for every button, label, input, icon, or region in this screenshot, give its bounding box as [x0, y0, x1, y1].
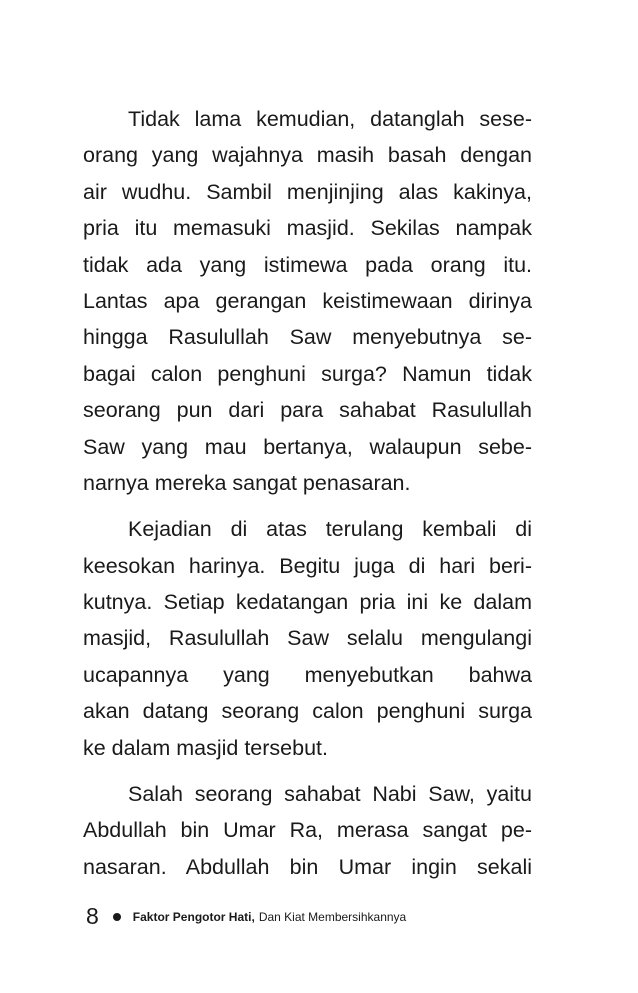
- paragraph-3: [83, 776, 532, 885]
- paragraph-spacer: [83, 766, 532, 776]
- body-text: [83, 101, 532, 885]
- text-line: keesokan harinya. Begitu juga di hari beri-: [83, 553, 532, 578]
- text-line: akan datang seorang calon penghuni surga: [83, 699, 532, 724]
- paragraph-2: [83, 511, 532, 766]
- text-line: kutnya. Setiap kedatangan pria ini ke dalam: [83, 590, 532, 615]
- text-line: orang yang wajahnya masih basah dengan: [83, 143, 532, 168]
- text-line: ucapannya yang menyebutkan bahwa: [83, 662, 532, 687]
- text-line: narnya mereka sangat penasaran.: [83, 470, 411, 495]
- text-line: nasaran. Abdullah bin Umar ingin sekali: [83, 854, 532, 879]
- text-line: Salah seorang sahabat Nabi Saw, yaitu: [128, 782, 532, 807]
- text-line: bagai calon penghuni surga? Namun tidak: [83, 361, 532, 386]
- text-line: tidak ada yang istimewa pada orang itu.: [83, 252, 532, 277]
- bullet-separator-icon: [113, 913, 121, 921]
- text-line: pria itu memasuki masjid. Sekilas nampak: [83, 216, 532, 241]
- book-title: Faktor Pengotor Hati,: [132, 909, 255, 924]
- paragraph-spacer: [83, 501, 532, 511]
- text-line: air wudhu. Sambil menjinjing alas kakinya,: [83, 179, 532, 204]
- text-line: Tidak lama kemudian, datanglah sese-: [128, 107, 532, 131]
- text-line: Saw yang mau bertanya, walaupun sebe-: [83, 434, 532, 459]
- text-line: ke dalam masjid tersebut.: [83, 735, 328, 760]
- page-footer: [86, 903, 406, 930]
- text-line: Abdullah bin Umar Ra, merasa sangat pe-: [83, 818, 532, 843]
- paragraph-1: [83, 101, 532, 501]
- text-line: masjid, Rasulullah Saw selalu mengulangi: [83, 626, 532, 651]
- text-line: hingga Rasulullah Saw menyebutnya se-: [83, 325, 532, 350]
- text-line: seorang pun dari para sahabat Rasulullah: [83, 398, 532, 423]
- book-subtitle: Dan Kiat Membersihkannya: [258, 909, 407, 924]
- text-line: Lantas apa gerangan keistimewaan dirinya: [83, 288, 532, 313]
- page-number: 8: [86, 903, 99, 929]
- text-line: Kejadian di atas terulang kembali di: [128, 517, 532, 542]
